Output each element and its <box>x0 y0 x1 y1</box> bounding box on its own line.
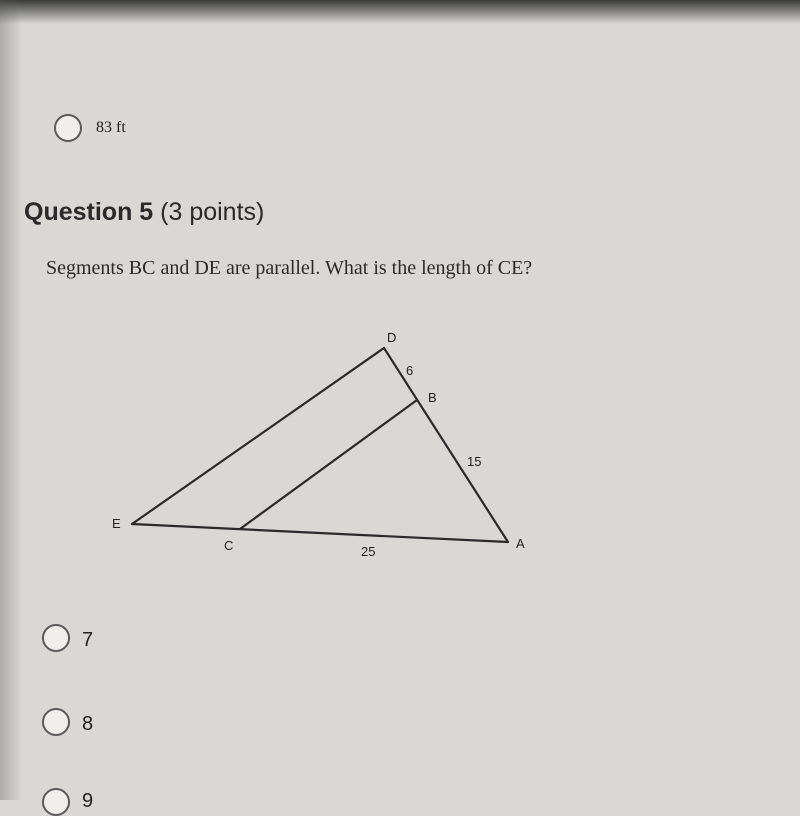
photo-top-shadow <box>0 0 800 24</box>
measure-db: 6 <box>406 363 414 378</box>
question-prompt: Segments BC and DE are parallel. What is the length of CE? <box>46 257 533 279</box>
label-d: D <box>387 330 397 345</box>
measure-ba: 15 <box>467 454 482 469</box>
segment-ea <box>132 524 508 542</box>
radio-option-1[interactable] <box>42 624 70 652</box>
segment-ed <box>132 348 384 524</box>
segment-da <box>384 348 508 542</box>
label-e: E <box>112 516 121 531</box>
radio-option-2[interactable] <box>42 708 70 736</box>
photo-left-shadow <box>0 0 22 800</box>
question-title <box>24 198 264 227</box>
segment-bc <box>240 400 417 529</box>
option-label-1: 7 <box>82 629 94 651</box>
prev-option-label: 83 ft <box>96 119 126 136</box>
radio-option-3[interactable] <box>42 788 70 816</box>
question-number: Question 5 <box>24 198 154 226</box>
measure-ca: 25 <box>361 544 376 559</box>
option-label-2: 8 <box>82 713 94 735</box>
label-b: B <box>428 390 437 405</box>
triangle-diagram <box>100 320 560 580</box>
label-a: A <box>516 536 525 551</box>
question-points: (3 points) <box>160 198 265 226</box>
radio-prev-option[interactable] <box>54 114 82 142</box>
label-c: C <box>224 538 234 553</box>
option-label-3: 9 <box>82 790 94 812</box>
